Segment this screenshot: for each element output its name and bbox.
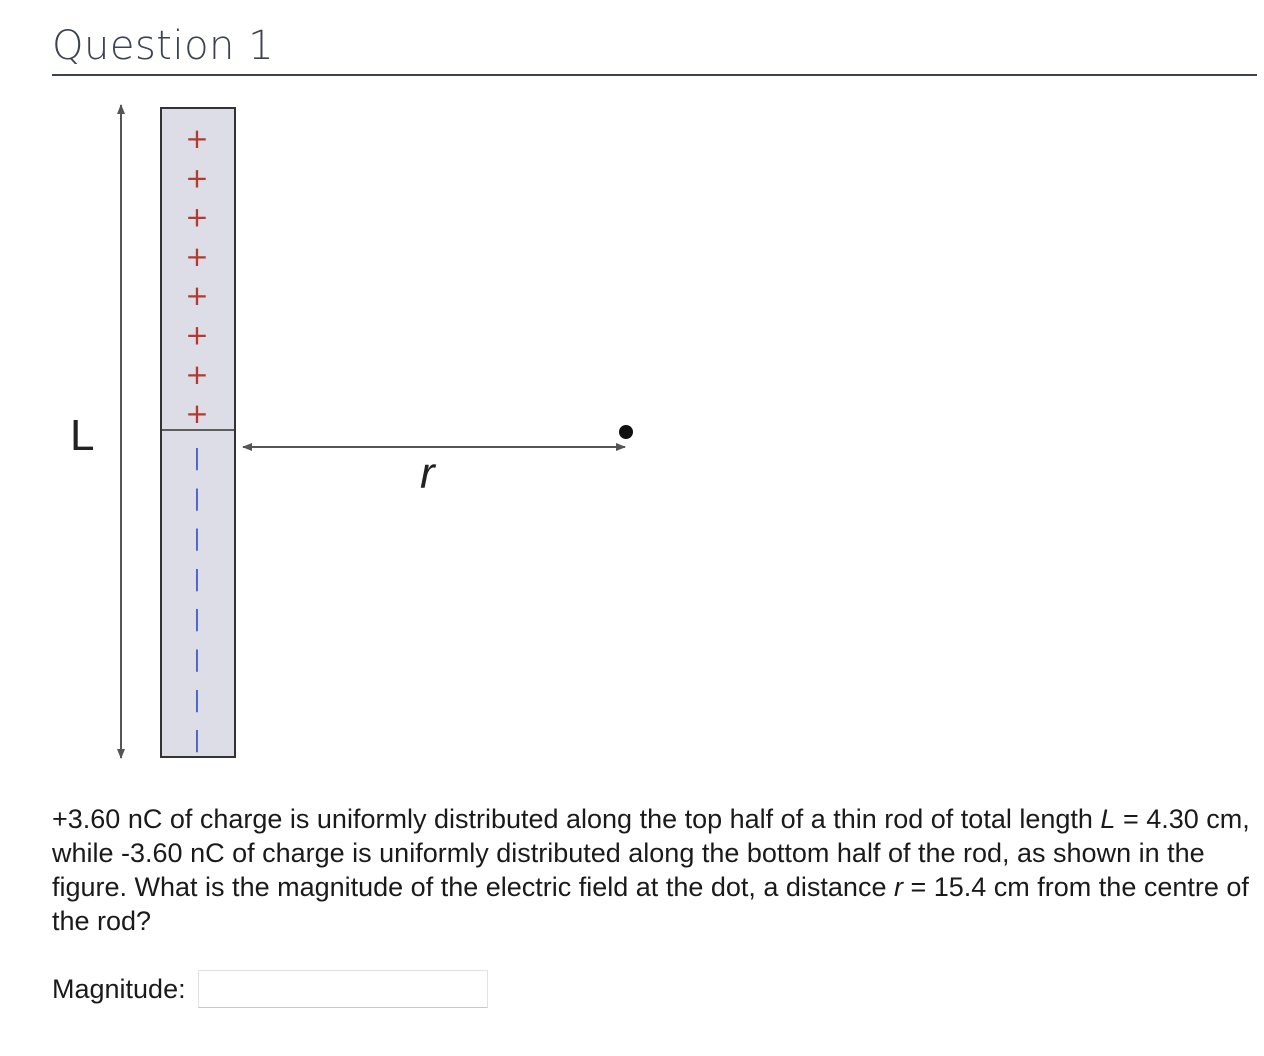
negative-charge-symbol: | (193, 486, 201, 512)
length-label: L (70, 411, 95, 460)
negative-charge-symbol: | (193, 566, 201, 592)
positive-charge-symbol: + (185, 318, 209, 352)
negative-charge-symbol: | (193, 647, 201, 673)
magnitude-label: Magnitude: (52, 973, 186, 1004)
negative-charge-symbol: | (193, 607, 201, 633)
positive-charge-symbol: + (185, 357, 209, 391)
magnitude-input[interactable] (198, 970, 488, 1008)
negative-charge-symbol: | (193, 446, 201, 471)
answer-row (52, 968, 488, 1010)
negative-charge-symbol: | (193, 687, 201, 713)
negative-charge-symbol: | (193, 526, 201, 552)
positive-charge-symbol: + (185, 279, 209, 313)
problem-text-part1: +3.60 nC of charge is uniformly distributed along the top half of a thin rod of total length (52, 804, 1101, 834)
field-point-dot (619, 425, 633, 439)
charged-rod-figure (0, 0, 700, 780)
negative-charge-symbol: | (193, 728, 201, 754)
variable-r: r (893, 872, 903, 902)
problem-statement (52, 802, 1262, 938)
positive-charge-symbol: + (185, 122, 209, 155)
positive-charge-symbol: + (185, 397, 209, 431)
question-title: Question 1 (52, 23, 275, 69)
problem-text-part2: = 4.30 cm, while -3.60 nC of charge is uniformly distributed along the bottom half of the rod, as shown in the figure. What is the magnitude of the electric field at the dot, a distance (52, 804, 1250, 902)
distance-label: r (420, 449, 435, 498)
variable-L: L (1100, 804, 1116, 834)
problem-text-part3: = 15.4 cm from the centre of the rod? (52, 872, 1249, 936)
positive-charge-symbol: + (185, 200, 209, 234)
positive-charge-symbol: + (185, 161, 209, 195)
positive-charge-symbol: + (185, 239, 209, 273)
